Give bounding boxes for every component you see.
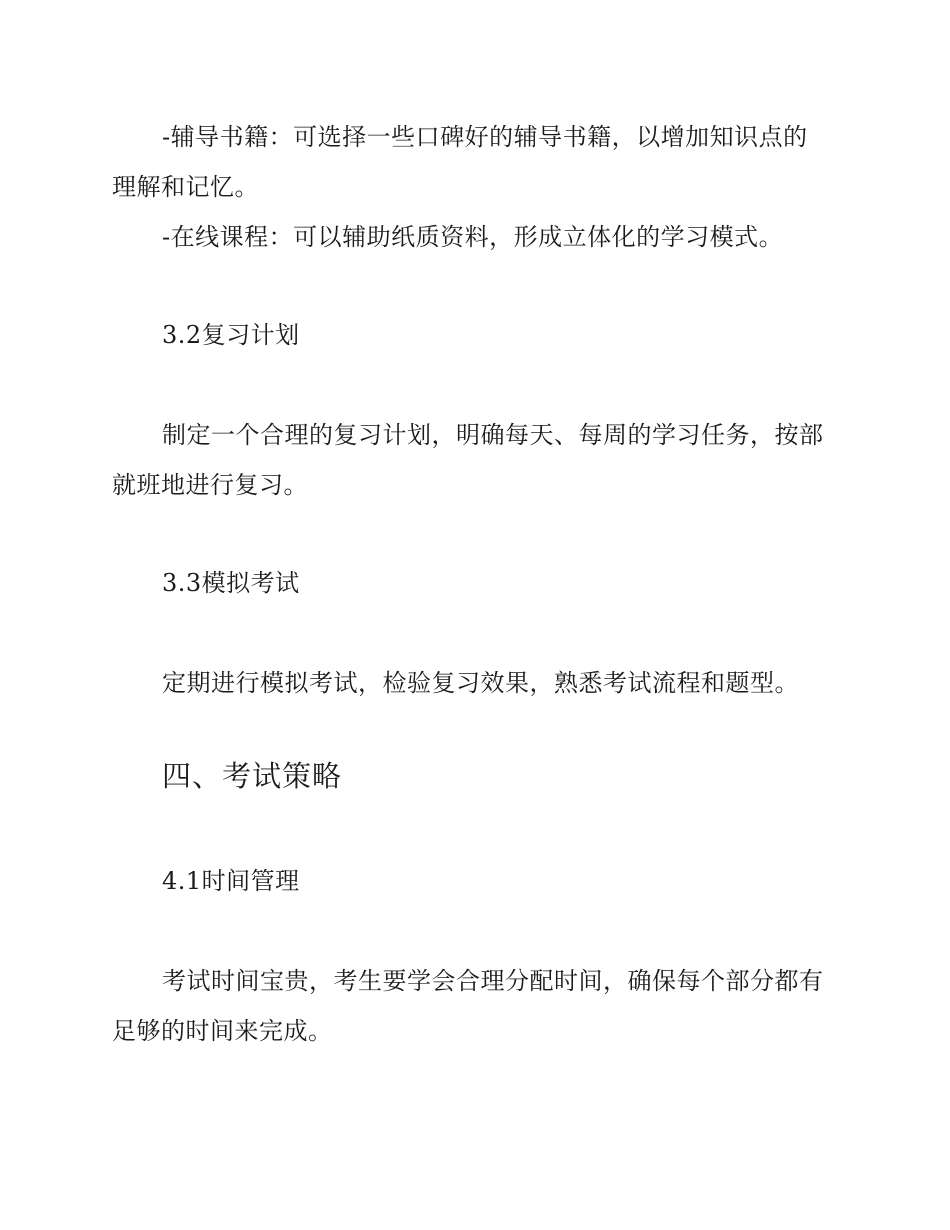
bullet-books-line-2: 理解和记忆。 [112, 173, 259, 201]
section-3-2-paragraph-line-1: 制定一个合理的复习计划，明确每天、每周的学习任务，按部 [162, 421, 824, 449]
bullet-online: -在线课程：可以辅助纸质资料，形成立体化的学习模式。 [162, 223, 784, 251]
bullet-books-line-1: -辅导书籍：可选择一些口碑好的辅导书籍，以增加知识点的 [162, 123, 808, 151]
section-4-1-paragraph-line-1: 考试时间宝贵，考生要学会合理分配时间，确保每个部分都有 [162, 967, 824, 995]
section-3-3-paragraph: 定期进行模拟考试，检验复习效果，熟悉考试流程和题型。 [162, 669, 799, 697]
section-4-1-paragraph-line-2: 足够的时间来完成。 [112, 1017, 333, 1045]
section-3-3-title: 3.3模拟考试 [162, 569, 300, 597]
section-4-1-title: 4.1时间管理 [162, 867, 300, 895]
section-3-2-paragraph-line-2: 就班地进行复习。 [112, 471, 308, 499]
chapter-4-title: 四、考试策略 [162, 759, 343, 793]
section-3-2-title: 3.2复习计划 [162, 321, 300, 349]
